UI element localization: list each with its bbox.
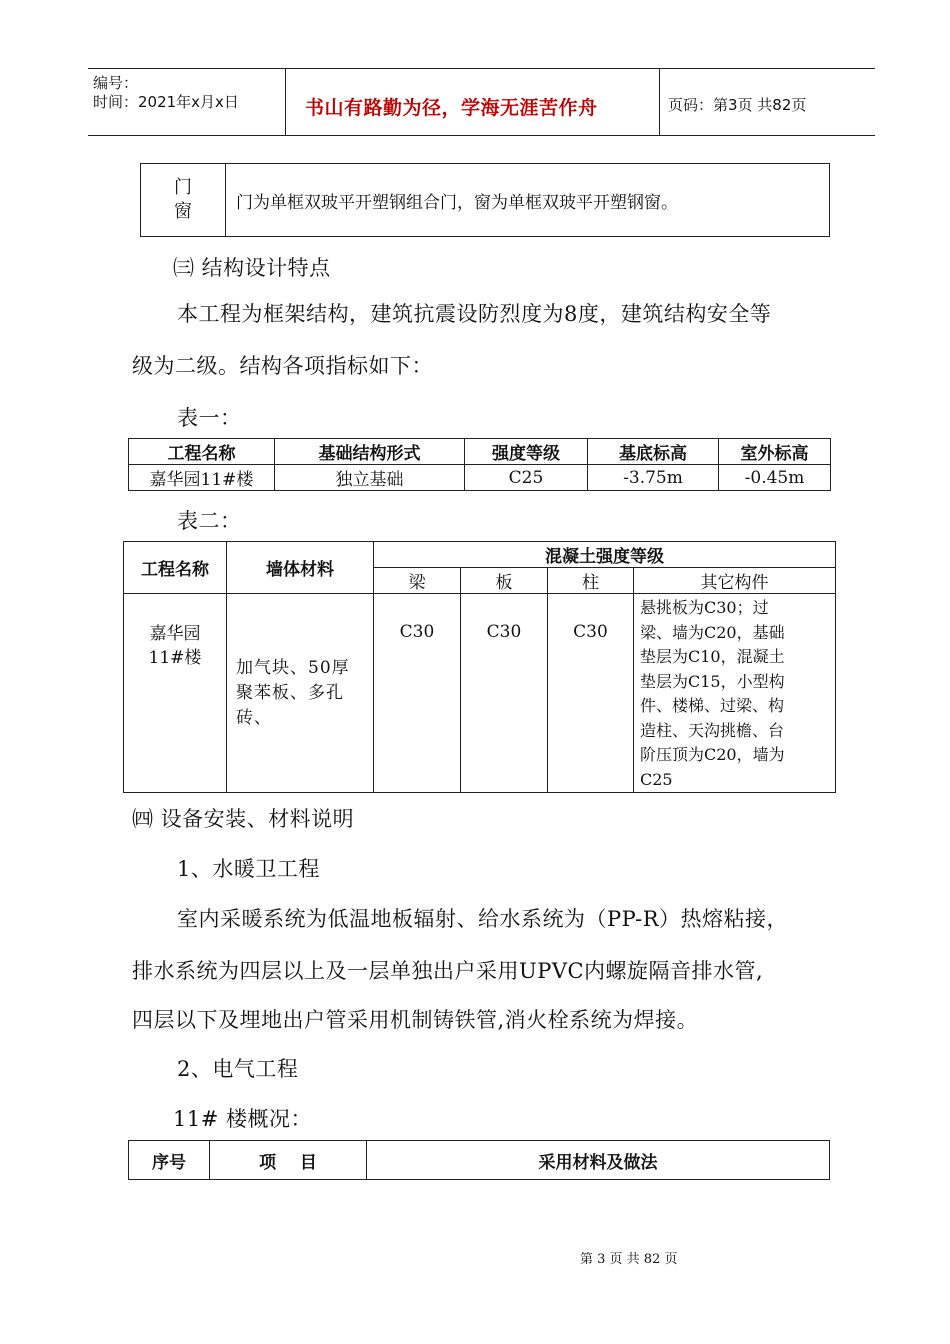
header-divider-right <box>659 68 660 136</box>
table2-caption: 表二： <box>177 509 242 533</box>
table2-cell-column: C30 <box>548 594 634 793</box>
table1-cell-foundation: 独立基础 <box>275 465 465 491</box>
header-number-label: 编号： <box>93 74 139 92</box>
table2-subheader-slab: 板 <box>461 568 548 594</box>
table3-header-item: 项 目 <box>210 1141 367 1180</box>
table2-cell-beam: C30 <box>374 594 461 793</box>
table1-cell-strength: C25 <box>465 465 588 491</box>
table1-header-strength: 强度等级 <box>465 439 588 465</box>
table2-header-project: 工程名称 <box>124 542 227 594</box>
table1-cell-base-elev: -3.75m <box>588 465 719 491</box>
table2-cell-wall: 加气块、50厚 聚苯板、多孔 砖、 <box>227 594 374 793</box>
table2-subheader-other: 其它构件 <box>634 568 836 594</box>
footer-page: 第 3 页 共 82 页 <box>580 1252 678 1267</box>
table1-cell-outdoor-elev: -0.45m <box>719 465 831 491</box>
door-window-content: 门为单框双玻平开塑钢组合门，窗为单框双玻平开塑钢窗。 <box>226 164 830 237</box>
section3-heading: ㈢ 结构设计特点 <box>173 256 331 280</box>
table1 <box>128 438 831 491</box>
header-bottom-line <box>88 135 875 136</box>
section4-heading: ㈣ 设备安装、材料说明 <box>132 807 355 831</box>
header-top-line <box>88 68 875 69</box>
door-window-table <box>140 163 830 237</box>
section4-sub3: 11# 楼概况： <box>173 1107 312 1131</box>
table1-header-outdoor-elev: 室外标高 <box>719 439 831 465</box>
section3-para2: 级为二级。结构各项指标如下： <box>132 354 433 378</box>
table1-header-base-elev: 基底标高 <box>588 439 719 465</box>
table2 <box>123 541 836 793</box>
table2-header-concrete: 混凝土强度等级 <box>374 542 836 568</box>
table3 <box>128 1140 830 1180</box>
table1-caption: 表一： <box>177 406 242 430</box>
table2-subheader-column: 柱 <box>548 568 634 594</box>
table2-cell-project: 嘉华园 11#楼 <box>124 594 227 793</box>
section4-p3: 四层以下及埋地出户管采用机制铸铁管,消火栓系统为焊接。 <box>132 1008 699 1032</box>
section3-para1: 本工程为框架结构，建筑抗震设防烈度为8度，建筑结构安全等 <box>177 302 772 326</box>
table1-cell-project: 嘉华园11#楼 <box>129 465 275 491</box>
table2-subheader-beam: 梁 <box>374 568 461 594</box>
table2-header-wall: 墙体材料 <box>227 542 374 594</box>
section4-p2: 排水系统为四层以上及一层单独出户采用UPVC内螺旋隔音排水管, <box>132 959 764 983</box>
table1-header-project: 工程名称 <box>129 439 275 465</box>
table3-header-material: 采用材料及做法 <box>367 1141 830 1180</box>
header-page-label: 页码：第3页 共82页 <box>668 96 807 114</box>
header-motto: 书山有路勤为径，学海无涯苦作舟 <box>305 97 598 119</box>
section4-sub2: 2、电气工程 <box>177 1057 299 1081</box>
table1-header-foundation: 基础结构形式 <box>275 439 465 465</box>
section4-sub1: 1、水暖卫工程 <box>177 857 320 881</box>
table3-header-seq: 序号 <box>129 1141 210 1180</box>
table2-cell-other: 悬挑板为C30；过 梁、墙为C20，基础 垫层为C10，混凝土 垫层为C15，小型构 件、楼梯、过梁、构 造柱、天沟挑檐、台 阶压顶为C20，墙为 C25 <box>634 594 836 793</box>
door-window-label: 门 窗 <box>141 164 226 237</box>
header-divider-left <box>285 68 286 136</box>
header-time-label: 时间：2021年x月x日 <box>93 93 239 111</box>
table2-cell-slab: C30 <box>461 594 548 793</box>
section4-p1: 室内采暖系统为低温地板辐射、给水系统为（PP-R）热熔粘接， <box>177 907 789 931</box>
